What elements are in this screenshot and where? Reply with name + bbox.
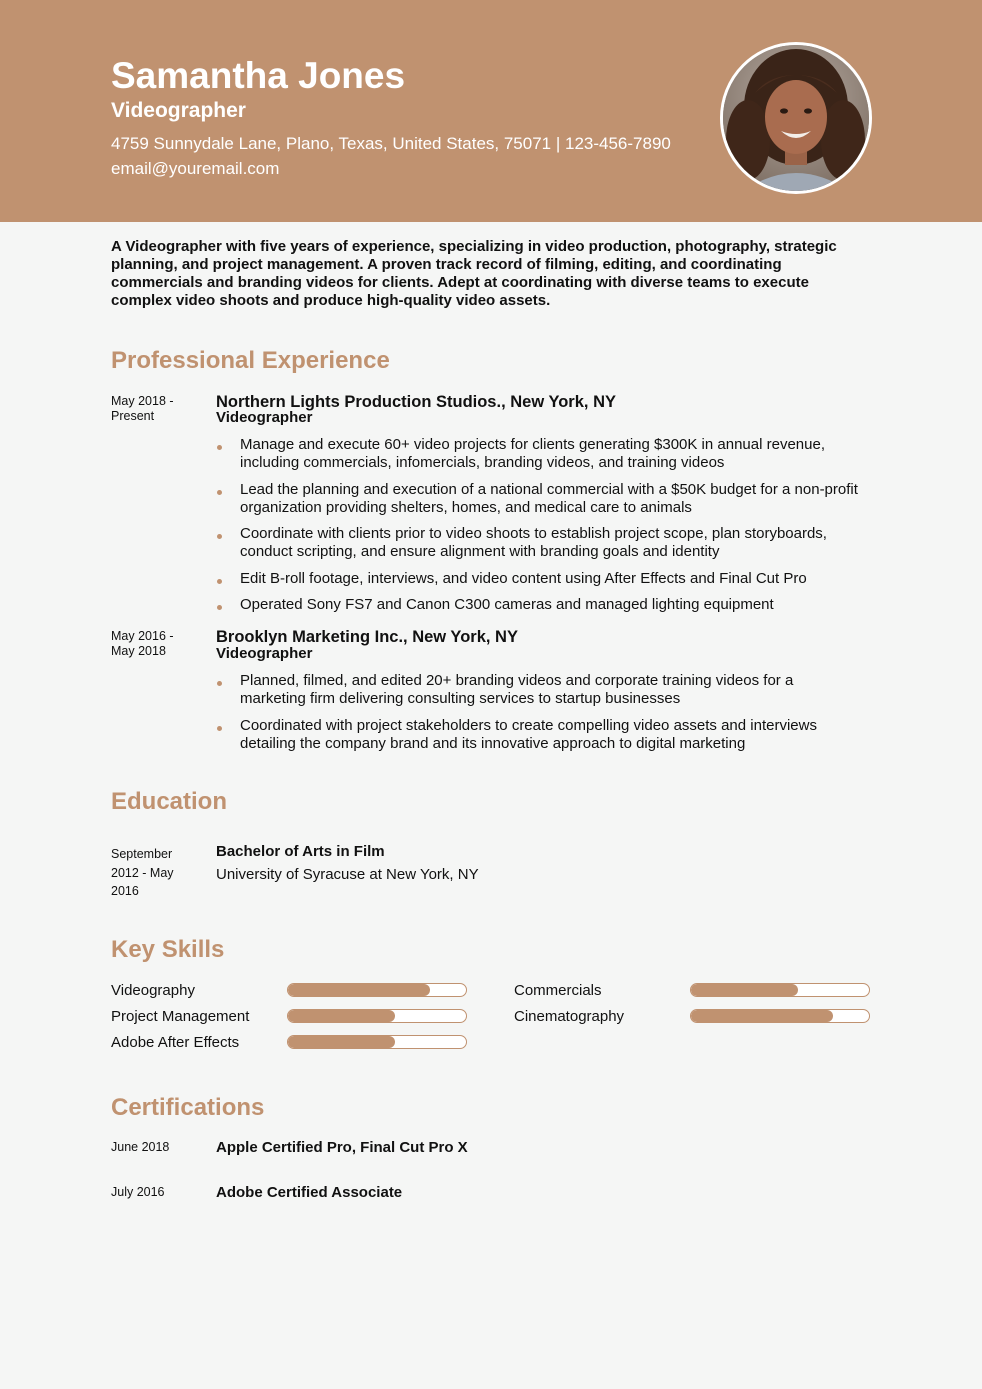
job-bullet: Edit B-roll footage, interviews, and video content using After Effects and Final Cut Pro [240,570,860,588]
job-bullet: Manage and execute 60+ video projects for clients generating $300K in annual revenue, including commercials, infomercials, branding videos, and training videos [240,436,860,472]
skill-label: Videography [111,982,195,999]
email: email@youremail.com [111,159,280,178]
header-banner [0,0,982,222]
skill-fill [288,984,430,996]
contact-info [111,131,671,181]
skill-fill [691,1010,833,1022]
skill-label: Adobe After Effects [111,1034,240,1051]
professional-summary: A Videographer with five years of experience, specializing in video production, photography, strategic planning, and project management. A proven track record of filming, editing, and coordinating commercials and branding videos for clients. Adept at coordinating with diverse teams to execute complex video shoots and produce high-quality video assets. [111,238,837,309]
job-date: May 2018 - Present [111,394,174,423]
job-company: Northern Lights Production Studios., New York, NY [216,393,616,411]
candidate-name: Samantha Jones [111,55,406,96]
skill-label: Commercials [514,982,602,999]
job-bullet: Planned, filmed, and edited 20+ branding videos and corporate training videos for a marketing firm delivering consulting services to startup businesses [240,672,860,708]
profile-photo [720,42,872,194]
skill-bar [287,983,467,997]
cert-date: July 2016 [111,1185,165,1199]
profile-photo-image [723,45,869,191]
skill-bar [690,983,870,997]
skill-bar [690,1009,870,1023]
job-bullet: Operated Sony FS7 and Canon C300 cameras and managed lighting equipment [240,596,860,614]
job-role: Videographer [216,645,313,662]
job-date: May 2016 - May 2018 [111,629,174,658]
job-bullet: Lead the planning and execution of a national commercial with a $50K budget for a non-profit organization providing shelters, homes, and medical care to animals [240,481,860,517]
address-phone: 4759 Sunnydale Lane, Plano, Texas, United States, 75071 | 123-456-7890 [111,134,671,153]
skills-heading: Key Skills [111,936,225,963]
education-date: September 2012 - May 2016 [111,847,174,898]
education-heading: Education [111,788,228,815]
skill-bar [287,1009,467,1023]
cert-name: Apple Certified Pro, Final Cut Pro X [216,1139,468,1156]
skill-fill [288,1010,395,1022]
skill-fill [288,1036,395,1048]
skill-fill [691,984,798,996]
cert-date: June 2018 [111,1140,170,1154]
experience-heading: Professional Experience [111,347,390,374]
skill-label: Cinematography [514,1008,625,1025]
skill-label: Project Management [111,1008,250,1025]
job-bullet: Coordinate with clients prior to video shoots to establish project scope, plan storyboards, conduct scripting, and ensure alignment with branding goals and identity [240,525,860,561]
job-role: Videographer [216,409,313,426]
job-company: Brooklyn Marketing Inc., New York, NY [216,628,518,646]
education-degree: Bachelor of Arts in Film [216,843,385,860]
education-school: University of Syracuse at New York, NY [216,866,479,883]
cert-name: Adobe Certified Associate [216,1184,403,1201]
certifications-heading: Certifications [111,1094,265,1121]
job-title: Videographer [111,99,246,122]
skill-bar [287,1035,467,1049]
job-bullet: Coordinated with project stakeholders to create compelling video assets and interviews detailing the company brand and its innovative approach to digital marketing [240,717,860,753]
